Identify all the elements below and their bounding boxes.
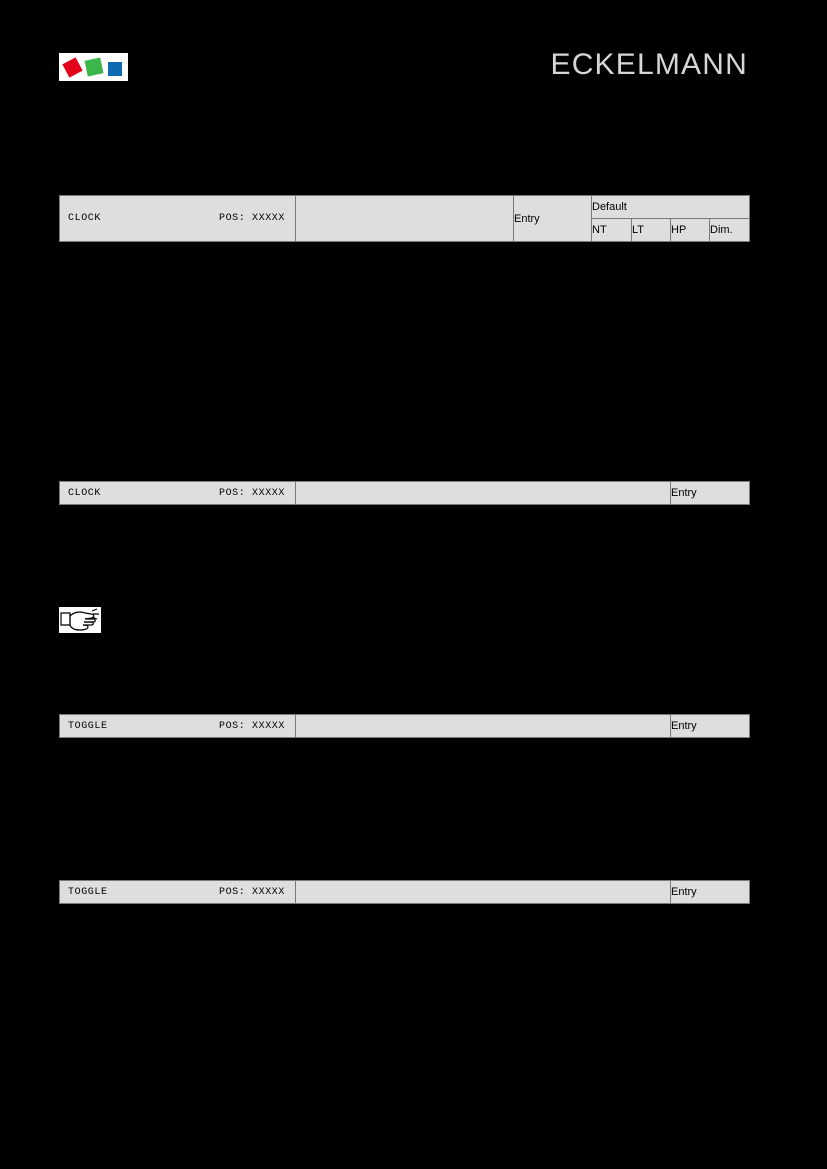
- default-col-nt: NT: [592, 219, 632, 242]
- default-col-lt: LT: [632, 219, 671, 242]
- hand-pointing-icon: [59, 607, 101, 633]
- clock-pos-label: POS: XXXXX: [218, 487, 285, 499]
- default-col-hp: HP: [671, 219, 710, 242]
- clock-description-cell: [296, 482, 671, 505]
- clock-label: CLOCK: [68, 213, 102, 224]
- clock-entry-table: [59, 481, 750, 505]
- table-row: [60, 715, 750, 738]
- default-col-dim: Dim.: [710, 219, 750, 242]
- logo-square-blue: [108, 62, 122, 76]
- toggle-description-cell: [296, 881, 671, 904]
- clock-label: CLOCK: [68, 487, 102, 499]
- toggle-name-cell: [60, 881, 296, 904]
- clock-pos-label: POS: XXXXX: [218, 213, 285, 224]
- clock-name-cell: [60, 196, 296, 242]
- clock-entry-header: Entry: [671, 482, 750, 505]
- clock-default-table: [59, 195, 750, 242]
- table-row: [60, 482, 750, 505]
- default-group-header: Default: [592, 196, 750, 219]
- clock-name-cell: [60, 482, 296, 505]
- toggle-entry-header: Entry: [671, 881, 750, 904]
- logo-square-green: [85, 58, 104, 77]
- toggle-pos-label: POS: XXXXX: [218, 720, 285, 732]
- toggle-label: TOGGLE: [68, 886, 108, 898]
- logo-square-red: [62, 57, 82, 77]
- toggle-description-cell: [296, 715, 671, 738]
- brand-wordmark: ECKELMANN: [550, 48, 748, 81]
- clock-description-cell: [296, 196, 514, 242]
- table-row: [60, 881, 750, 904]
- toggle-entry-table-2: [59, 880, 750, 904]
- clock-entry-header: Entry: [514, 196, 592, 242]
- toggle-label: TOGGLE: [68, 720, 108, 732]
- eckelmann-squares-logo-icon: [59, 53, 128, 81]
- table-row: [60, 196, 750, 219]
- toggle-name-cell: [60, 715, 296, 738]
- toggle-pos-label: POS: XXXXX: [218, 886, 285, 898]
- toggle-entry-header: Entry: [671, 715, 750, 738]
- toggle-entry-table-1: [59, 714, 750, 738]
